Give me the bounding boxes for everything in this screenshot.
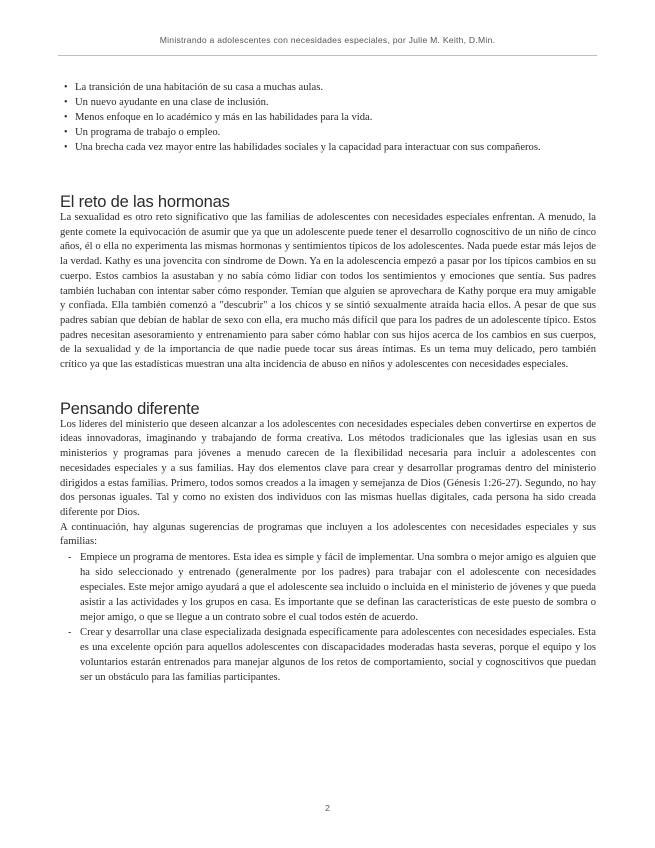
running-header: Ministrando a adolescentes con necesidades especiales, por Julie M. Keith, D.Min.: [159, 35, 496, 45]
section-heading-pensando: Pensando diferente: [60, 399, 200, 418]
bullet-item: • Un programa de trabajo o empleo.: [75, 125, 596, 140]
header-rule: [58, 55, 597, 56]
section-paragraph: Los líderes del ministerio que deseen alcanzar a los adolescentes con necesidades especiales deben convertirse en expertos de ideas innovadoras, imaginando y trabajando de forma creativa. Los métodos tradicionales que las iglesias usan en sus ministerios y programas para jóvenes a menudo carecen de la flexibilidad necesaria para incluir a adolescentes con necesidades especiales y a sus familias. Hay dos elementos clave para crear y desarrollar programas dentro del ministerio dirigidos a estas familias. Primero, todos somos creados a la imagen y semejanza de Dios (Génesis 1:26-27). Segundo, no hay dos personas iguales. Tal y como no existen dos individuos con las mismas huellas digitales, cada persona ha sido creada diferente por Dios.: [60, 418, 596, 518]
page-content: [60, 80, 596, 685]
bullet-item: • La transición de una habitación de su casa a muchas aulas.: [75, 80, 596, 95]
suggestion-list: [60, 550, 596, 685]
intro-bullet-list: [60, 80, 596, 155]
suggestion-item: - Empiece un programa de mentores. Esta idea es simple y fácil de implementar. Una sombra o mejor amigo es alguien que ha sido seleccionado y entrenado (generalmente por los padres) para trabajar con el adolescente con necesidades especiales. Este mejor amigo ayudará a que el adolescente sea incluido o incluida en el ministerio de jóvenes y que pueda asistir a las actividades y los grupos en casa. Es importante que se definan las características de este puesto de sombra o mejor amigo, o que se llegue a un contrato sobre el cual todos estén de acuerdo.: [80, 550, 596, 625]
bullet-item: • Una brecha cada vez mayor entre las habilidades sociales y la capacidad para interactuar con sus compañeros.: [75, 140, 596, 155]
page-number: 2: [325, 803, 330, 813]
suggestion-item: - Crear y desarrollar una clase especializada designada específicamente para adolescentes con necesidades especiales. Esta es una excelente opción para aquellos adolescentes con discapacidades moderadas hasta severas, porque el equipo y los voluntarios estarán entrenados para manejar algunos de los retos de comportamiento, social y cognoscitivos que puedan ser un obstáculo para las familias participantes.: [80, 625, 596, 685]
section-paragraph: La sexualidad es otro reto significativo que las familias de adolescentes con necesidades especiales enfrentan. A menudo, la gente comete la equivocación de asumir que ya que un adolescente puede tener el desarrollo cognoscitivo de un niño de cinco años, él o ella no experimenta las mismas hormonas y sentimientos típicos de los adolescentes. Nada puede estar más lejos de la verdad. Kathy es una jovencita con síndrome de Down. Ya en la adolescencia empezó a pasar por los típicos cambios en su cuerpo. Estos cambios la asustaban y no sabía cómo lidiar con todos los sentimientos y emociones que sentía. Sus padres también luchaban con intentar saber cómo responder. Temían que alguien se aprovechara de Kathy porque era muy amigable y confiada. Ella también comenzó a "descubrir" a los chicos y se sintió sexualmente atraída hacia ellos. A pesar de que sus padres sabían que debían de hablar de sexo con ella, era mucho más difícil que para los padres de un adolescente típico. Estos padres necesitan asesoramiento y entrenamiento para saber cómo hablar con sus hijos acerca de los cambios en sus cuerpos, de la sexualidad y de la importancia de que nadie puede tocar sus áreas íntimas. Es un tema muy delicado, pero también crítico ya que las estadísticas muestran una alta incidencia de abuso en niños y adolescentes con necesidades especiales.: [60, 212, 596, 371]
section-paragraph: A continuación, hay algunas sugerencias de programas que incluyen a los adolescentes con necesidades especiales y sus familias:: [60, 521, 596, 548]
bullet-item: • Menos enfoque en lo académico y más en las habilidades para la vida.: [75, 110, 596, 125]
bullet-item: • Un nuevo ayudante en una clase de inclusión.: [75, 95, 596, 110]
section-heading-hormonas: El reto de las hormonas: [60, 193, 230, 211]
